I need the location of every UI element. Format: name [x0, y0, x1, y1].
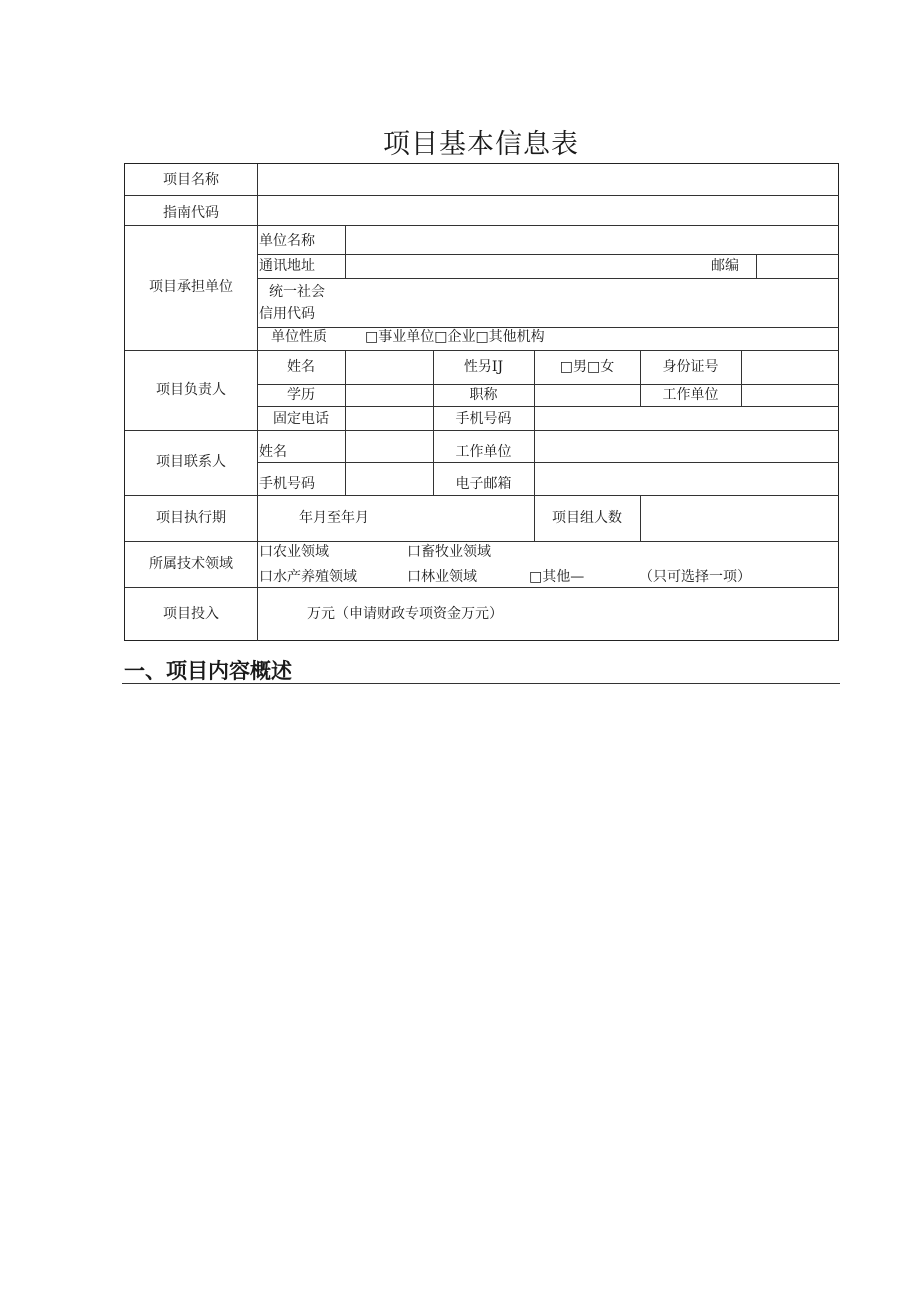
undertaking-unit-label: 项目承担单位: [149, 279, 233, 295]
unit-nature-label: 单位性质: [271, 329, 327, 345]
address-label: 通讯地址: [259, 258, 315, 274]
row-divider: [125, 350, 839, 351]
row-divider: [125, 430, 839, 431]
gender-options[interactable]: □男□女: [559, 359, 615, 375]
investment-value: 万元（申请财政专项资金万元）: [307, 606, 503, 622]
unit-nature-options[interactable]: □事业单位□企业□其他机构: [365, 329, 545, 345]
row-divider: [125, 587, 839, 588]
leader-workplace-label: 工作单位: [662, 387, 719, 403]
section-underline: [122, 683, 840, 684]
page-title: 项目基本信息表: [383, 129, 579, 160]
row-divider: [257, 278, 839, 279]
col-divider: [640, 495, 641, 541]
project-contact-label: 项目联系人: [156, 454, 226, 470]
education-label: 学历: [287, 387, 315, 403]
unit-name-label: 单位名称: [259, 233, 315, 249]
id-number-label: 身份证号: [662, 359, 719, 375]
col-divider: [345, 350, 346, 495]
execution-period-label: 项目执行期: [156, 510, 226, 526]
landline-label: 固定电话: [273, 411, 329, 427]
field-forestry-option[interactable]: 口林业领域: [407, 569, 477, 585]
leader-name-label: 姓名: [287, 359, 315, 375]
col-divider: [741, 350, 742, 406]
row-divider: [125, 495, 839, 496]
col-divider: [756, 254, 757, 278]
field-select-note: （只可选择一项）: [639, 569, 751, 585]
team-size-label: 项目组人数: [552, 510, 622, 526]
job-title-label: 职称: [469, 387, 498, 403]
leader-mobile-label: 手机号码: [455, 411, 512, 427]
field-agriculture-option[interactable]: 口农业领域: [259, 544, 329, 560]
col-divider: [345, 225, 346, 278]
project-leader-label: 项目负责人: [156, 382, 226, 398]
field-livestock-option[interactable]: 口畜牧业领域: [407, 544, 491, 560]
email-label: 电子邮箱: [455, 476, 512, 492]
project-name-label: 项目名称: [163, 172, 219, 188]
project-info-table: [124, 163, 839, 641]
period-value: 年月至年月: [299, 510, 369, 526]
contact-workplace-label: 工作单位: [455, 444, 512, 460]
contact-mobile-label: 手机号码: [259, 476, 315, 492]
section-heading: 一、项目内容概述: [124, 659, 292, 683]
investment-label: 项目投入: [163, 606, 219, 622]
tech-field-label: 所属技术领域: [149, 556, 233, 572]
row-divider: [125, 225, 839, 226]
guide-code-label: 指南代码: [163, 205, 219, 221]
credit-code-label-line2: 信用代码: [259, 306, 315, 322]
row-divider: [125, 195, 839, 196]
contact-name-label: 姓名: [259, 444, 287, 460]
credit-code-label-line1: 统一社会: [269, 284, 325, 300]
leader-gender-label: 性另IJ: [463, 359, 504, 375]
postcode-label: 邮编: [711, 258, 739, 274]
field-other-option[interactable]: □其他—: [529, 569, 585, 585]
row-divider: [257, 327, 839, 328]
field-aquaculture-option[interactable]: 口水产养殖领域: [259, 569, 357, 585]
row-divider: [125, 541, 839, 542]
